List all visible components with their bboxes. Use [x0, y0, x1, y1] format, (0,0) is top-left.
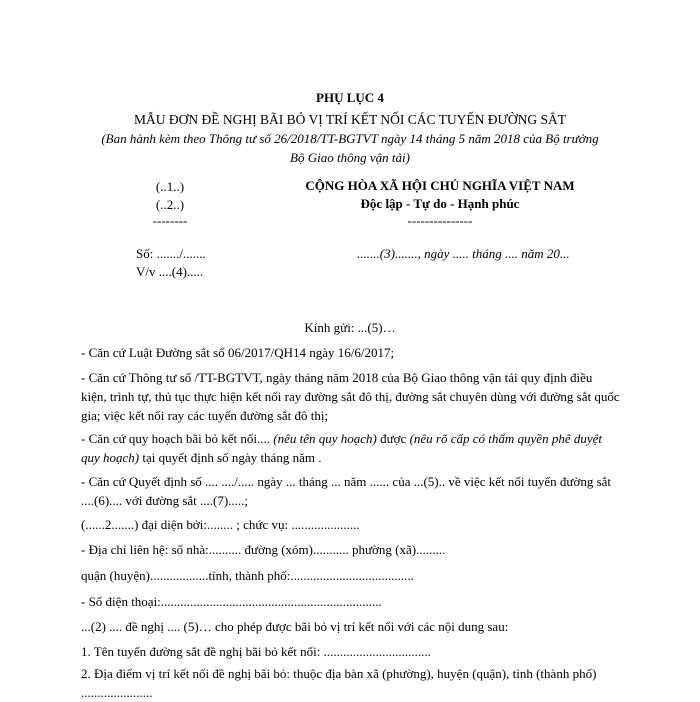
legal-basis-3-planning-name: (nêu tên quy hoạch): [273, 431, 377, 446]
paragraph-request: ...(2) .... đề nghị .... (5)… cho phép được bãi bỏ vị trí kết nối với các nội dung sau:: [81, 619, 509, 634]
place-date: .......(3)......., ngày ..... tháng .... năm 20...: [357, 246, 570, 261]
national-motto: Độc lập - Tự do - Hạnh phúc: [360, 196, 520, 211]
document-number: Số: ......./.......: [136, 246, 206, 261]
subject-line: V/v ....(4).....: [136, 264, 204, 279]
paragraph-legal-basis-3: [81, 429, 621, 467]
paragraph-legal-basis-4: - Căn cứ Quyết định số .... ..../..... ngày ... tháng ... năm ...... của ...(5).. về việc kết nối tuyến đường sắt ....(6).... với đường sắt ....(7).....;: [81, 474, 612, 508]
sender-line-1: (..1..): [155, 179, 185, 194]
paragraph-address: - Địa chỉ liên hệ: số nhà:.......... đường (xóm)........... phường (xã).........: [81, 542, 446, 557]
legal-basis-3-text-e: tại quyết định số ngày tháng năm .: [139, 450, 322, 465]
form-subtitle-line2: Bộ Giao thông vận tải): [290, 150, 410, 165]
right-divider: ---------------: [407, 213, 473, 228]
greeting: Kính gửi: ...(5)…: [304, 320, 396, 335]
paragraph-legal-basis-1: - Căn cứ Luật Đường sắt số 06/2017/QH14 ngày 16/6/2017;: [81, 345, 395, 360]
paragraph-representative: (......2.......) đại diện bởi:........ ; chức vụ: .....................: [81, 517, 360, 532]
paragraph-district: quận (huyện)..................tỉnh, thành phố:......................................: [81, 568, 414, 583]
paragraph-item-1: 1. Tên tuyến đường sắt đề nghị bãi bỏ kết nối: .................................: [81, 644, 431, 659]
form-title: MẪU ĐƠN ĐỀ NGHỊ BÃI BỎ VỊ TRÍ KẾT NỐI CÁC TUYẾN ĐƯỜNG SẮT: [133, 112, 567, 127]
paragraph-item-2: 2. Địa điểm vị trí kết nối đề nghị bãi bỏ: thuộc địa bàn xã (phường), huyện (quận), tỉnh (thành phố) ......................: [81, 666, 597, 700]
paragraph-phone: - Số điện thoại:....................................................................: [81, 594, 382, 609]
sender-line-2: (..2..): [155, 197, 185, 212]
legal-basis-3-text-c: được: [376, 431, 410, 446]
legal-basis-3-authority: (nêu rõ cấp có thẩm quyền phê duyệt quy hoạch): [81, 431, 602, 465]
appendix-heading: PHỤ LỤC 4: [316, 90, 384, 105]
form-subtitle-line1: (Ban hành kèm theo Thông tư số 26/2018/TT-BGTVT ngày 14 tháng 5 năm 2018 của Bộ trưởng: [101, 131, 599, 146]
left-divider: --------: [152, 213, 188, 228]
nation-name: CỘNG HÒA XÃ HỘI CHỦ NGHĨA VIỆT NAM: [305, 178, 575, 193]
legal-basis-3-text-a: - Căn cứ quy hoạch bãi bỏ kết nối....: [81, 431, 274, 446]
paragraph-legal-basis-2: - Căn cứ Thông tư số /TT-BGTVT, ngày tháng năm 2018 của Bộ Giao thông vận tải quy định điều kiện, trình tự, thủ tục thực hiện kết nối ray đường sắt đô thị, đường sắt chuyên dùng với đường sắt quốc gia; việc kết nối ray các tuyến đường sắt đô thị;: [81, 370, 620, 423]
